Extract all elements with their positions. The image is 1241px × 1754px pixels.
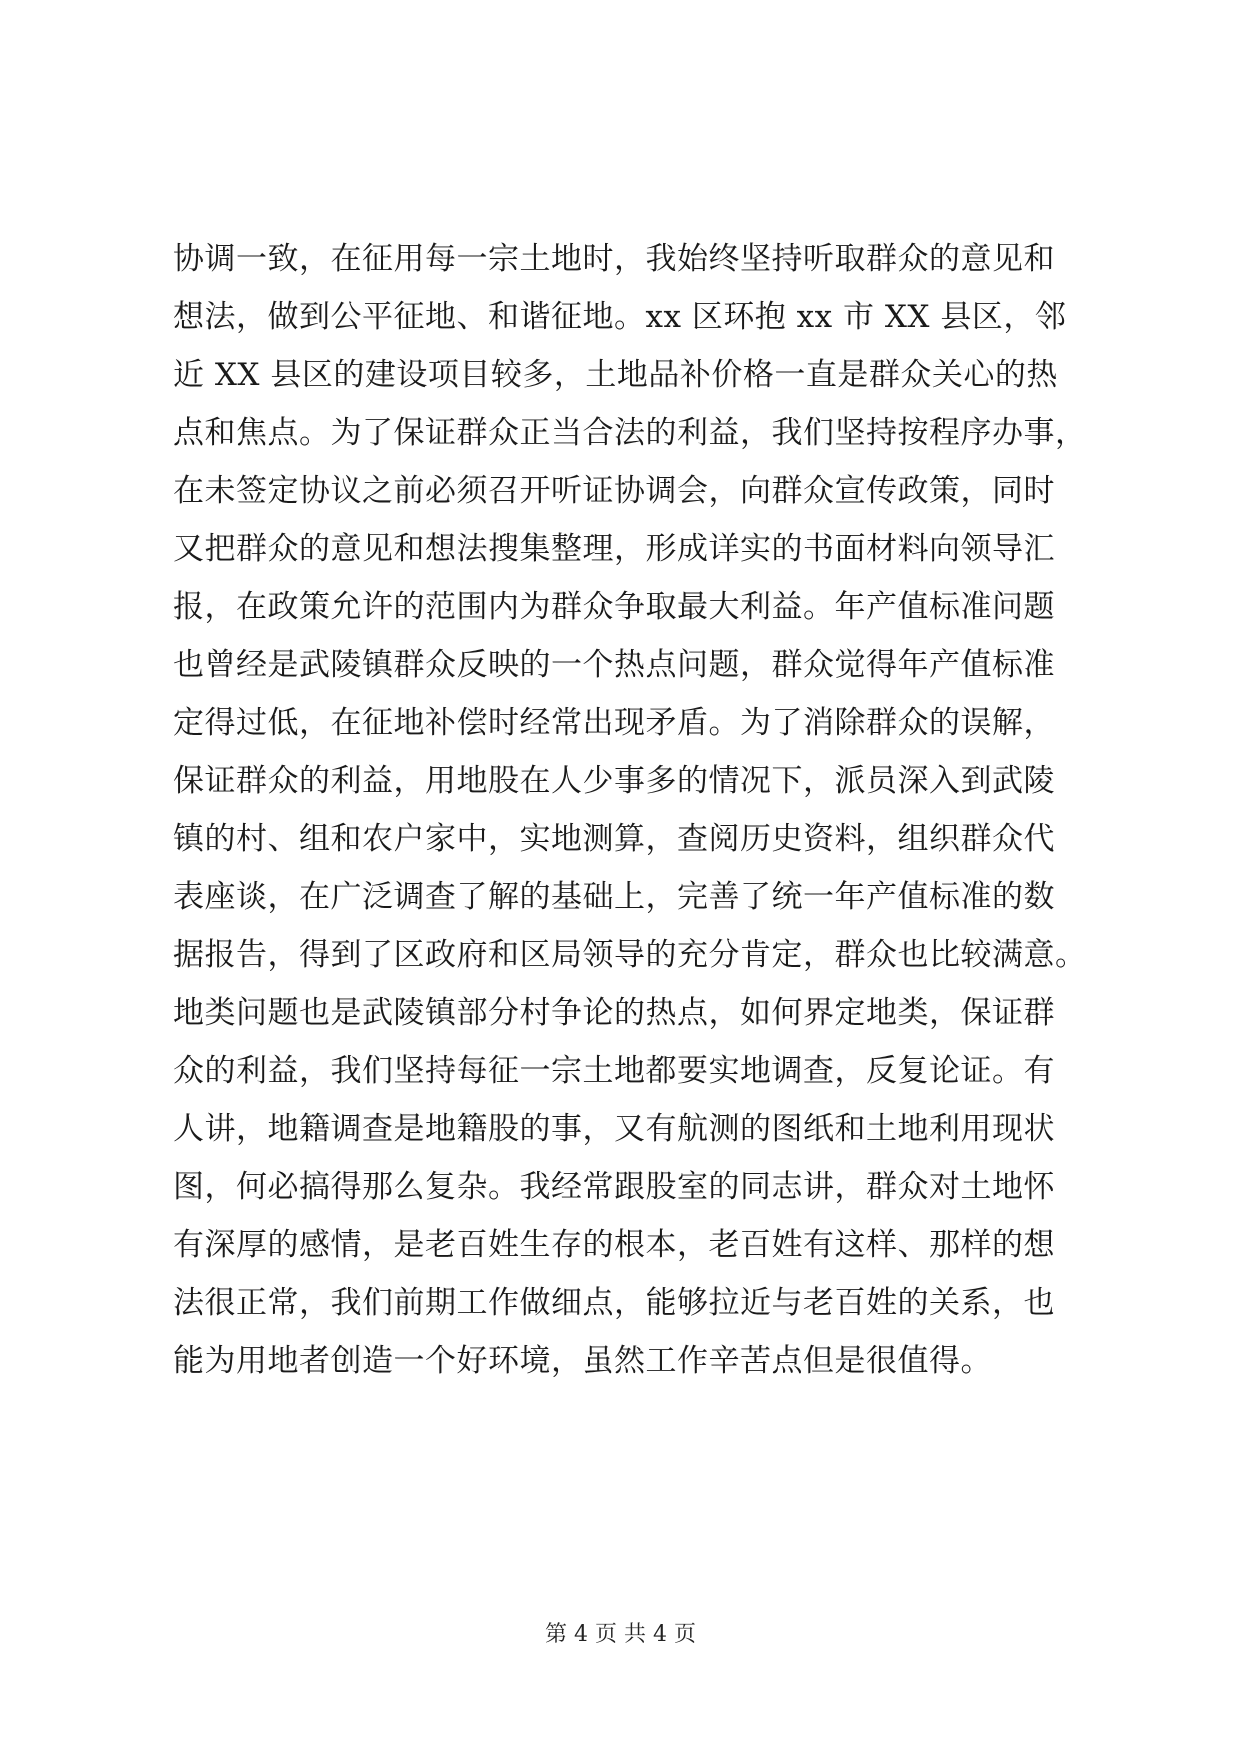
text-line: 也曾经是武陵镇群众反映的一个热点问题，群众觉得年产值标准: [173, 647, 1055, 683]
text-line: 表座谈，在广泛调查了解的基础上，完善了统一年产值标准的数: [173, 879, 1055, 915]
text-line: 想法，做到公平征地、和谐征地。xx 区环抱 xx 市 XX 县区，邻: [173, 299, 1067, 335]
body-paragraph: [173, 230, 1173, 1390]
text-line: 人讲，地籍调查是地籍股的事，又有航测的图纸和土地利用现状: [173, 1111, 1055, 1147]
text-line: 协调一致，在征用每一宗土地时，我始终坚持听取群众的意见和: [173, 241, 1055, 277]
text-line: 保证群众的利益，用地股在人少事多的情况下，派员深入到武陵: [173, 763, 1055, 799]
text-line: 众的利益，我们坚持每征一宗土地都要实地调查，反复论证。有: [173, 1053, 1055, 1089]
text-line: 法很正常，我们前期工作做细点，能够拉近与老百姓的关系，也: [173, 1285, 1055, 1321]
text-line: 有深厚的感情，是老百姓生存的根本，老百姓有这样、那样的想: [173, 1227, 1055, 1263]
text-line: 定得过低，在征地补偿时经常出现矛盾。为了消除群众的误解，: [173, 705, 1055, 741]
text-line: 能为用地者创造一个好环境，虽然工作辛苦点但是很值得。: [173, 1343, 992, 1379]
text-line: 镇的村、组和农户家中，实地测算，查阅历史资料，组织群众代: [173, 821, 1055, 857]
text-line: 图，何必搞得那么复杂。我经常跟股室的同志讲，群众对土地怀: [173, 1169, 1055, 1205]
text-line: 报，在政策允许的范围内为群众争取最大利益。年产值标准问题: [173, 589, 1055, 625]
page-number-footer: 第 4 页 共 4 页: [545, 1622, 696, 1647]
text-line: 在未签定协议之前必须召开听证协调会，向群众宣传政策，同时: [173, 473, 1055, 509]
text-line: 地类问题也是武陵镇部分村争论的热点，如何界定地类，保证群: [173, 995, 1055, 1031]
text-line: 又把群众的意见和想法搜集整理，形成详实的书面材料向领导汇: [173, 531, 1055, 567]
text-line: 据报告，得到了区政府和区局领导的充分肯定，群众也比较满意。: [173, 937, 1087, 973]
text-line: 点和焦点。为了保证群众正当合法的利益，我们坚持按程序办事，: [173, 415, 1087, 451]
text-line: 近 XX 县区的建设项目较多，土地品补价格一直是群众关心的热: [173, 357, 1058, 393]
